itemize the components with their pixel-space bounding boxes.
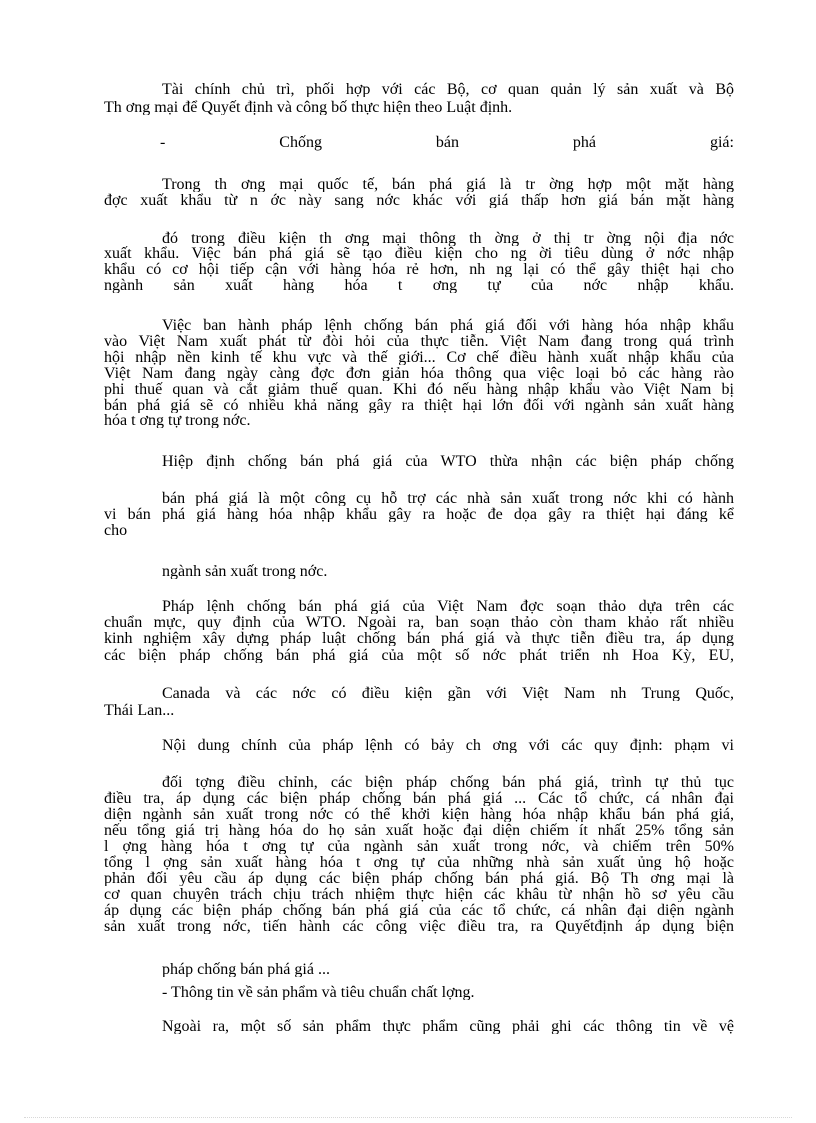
text-line: hóa t ơng tự trong nớc. [104, 413, 251, 428]
text-line: pháp chống bán phá giá ... [162, 962, 330, 977]
text-line: phi thuế quan và cắt giảm thuế quan. Khi đó nếu hàng nhập khẩu vào Việt Nam bị [104, 382, 734, 397]
page-bottom-rule [24, 1117, 792, 1118]
text-line: đó trong điều kiện th ơng mại thông th ờng ở thị tr ờng nội địa nớc [162, 231, 734, 246]
text-line: tổng l ợng sản xuất hàng hóa t ơng tự của những nhà sản xuất ủng hộ hoặc [104, 855, 734, 870]
text-line: hội nhập nền kinh tế khu vực và thế giới... Cơ chế điều hành xuất nhập khẩu của [104, 350, 734, 365]
text-line: Canada và các nớc có điều kiện gần với Việt Nam nh Trung Quốc, [162, 686, 734, 701]
heading-word: Chống [279, 134, 322, 151]
text-line: Ngoài ra, một số sản phẩm thực phẩm cũng phải ghi các thông tin về vệ [162, 1019, 734, 1034]
text-line: sản xuất trong nớc, tiến hành các công việc điều tra, ra Quyếtđịnh áp dụng biện [104, 919, 734, 934]
text-line: các biện pháp chống bán phá giá của một số nớc phát triển nh Hoa Kỳ, EU, [104, 648, 734, 663]
text-line: nếu tổng giá trị hàng hóa do họ sản xuất hoặc đại diện chiếm ít nhất 25% tổng sản [104, 823, 734, 838]
text-line: khẩu có cơ hội tiếp cận với hàng hóa rẻ hơn, nh ng lại có thể gây thiệt hại cho [104, 262, 734, 277]
text-line: kinh nghiệm xây dựng pháp luật chống bán phá giá và thực tiễn điều tra, áp dụng [104, 631, 734, 646]
text-line: Thái Lan... [104, 703, 175, 718]
text-line: đối tợng điều chỉnh, các biện pháp chống bán phá giá, trình tự thủ tục [162, 775, 734, 790]
text-line: - Thông tin về sản phẩm và tiêu chuẩn chất lợng. [162, 985, 475, 1000]
text-line: áp dụng các biện pháp chống bán phá giá của các tổ chức, cá nhân đại diện ngành [104, 903, 734, 918]
text-line: ngành sản xuất trong nớc. [162, 564, 328, 579]
text-line: l ợng hàng hóa t ơng tự của ngành sản xuất trong nớc, và chiếm trên 50% [104, 839, 734, 854]
text-line: Th ơng mại để Quyết định và công bố thực hiện theo Luật định. [104, 100, 513, 115]
text-line: vi bán phá giá hàng hóa nhập khẩu gây ra hoặc đe dọa gây ra thiệt hại đáng kể [104, 507, 734, 522]
text-line: ngành sản xuất hàng hóa t ơng tự của nớc nhập khẩu. [104, 278, 734, 293]
text-line: xuất khẩu. Việc bán phá giá sẽ tạo điều kiện cho ng ời tiêu dùng ở nớc nhập [104, 246, 734, 261]
heading-word: bán [435, 134, 459, 151]
text-line: Việt Nam đang ngày càng đợc đơn giản hóa thông qua việc loại bỏ các hàng rào [104, 366, 734, 381]
text-line: diện ngành sản xuất trong nớc có thể khởi kiện hàng hóa nhập khẩu bán phá giá, [104, 807, 734, 822]
text-line: bán phá giá là một công cụ hỗ trợ các nhà sản xuất trong nớc khi có hành [162, 491, 734, 506]
text-line: cơ quan chuyên trách chịu trách nhiệm thực hiện các khâu từ nhận hồ sơ yêu cầu [104, 887, 734, 902]
text-line: Tài chính chủ trì, phối hợp với các Bộ, cơ quan quản lý sản xuất và Bộ [162, 82, 734, 97]
text-line: vào Việt Nam xuất phát từ đòi hỏi của thực tiễn. Việt Nam đang trong quá trình [104, 334, 734, 349]
text-line: phản đối yêu cầu áp dụng các biện pháp chống bán phá giá. Bộ Th ơng mại là [104, 871, 734, 886]
text-line: Pháp lệnh chống bán phá giá của Việt Nam đợc soạn thảo dựa trên các [162, 599, 734, 614]
text-line: Trong th ơng mại quốc tế, bán phá giá là tr ờng hợp một mặt hàng [162, 177, 734, 192]
heading-word: phá [572, 134, 597, 151]
text-line: bán phá giá sẽ có nhiều khả năng gây ra thiệt hại lớn đối với ngành sản xuất hàng [104, 398, 734, 413]
section-heading [160, 134, 734, 152]
text-line: cho [104, 523, 128, 538]
text-line: Hiệp định chống bán phá giá của WTO thừa nhận các biện pháp chống [162, 454, 734, 469]
text-line: Nội dung chính của pháp lệnh có bảy ch ơng với các quy định: phạm vi [162, 738, 734, 753]
text-line: chuẩn mực, quy định của WTO. Ngoài ra, ban soạn thảo còn tham khảo rất nhiều [104, 615, 734, 630]
text-line: Việc ban hành pháp lệnh chống bán phá giá đối với hàng hóa nhập khẩu [162, 318, 734, 333]
text-line: điều tra, áp dụng các biện pháp chống bán phá giá ... Các tổ chức, cá nhân đại [104, 791, 734, 806]
heading-word: giá: [709, 134, 734, 151]
heading-dash: - [160, 134, 166, 151]
text-line: đợc xuất khẩu từ n ớc này sang nớc khác với giá thấp hơn giá bán mặt hàng [104, 193, 734, 208]
